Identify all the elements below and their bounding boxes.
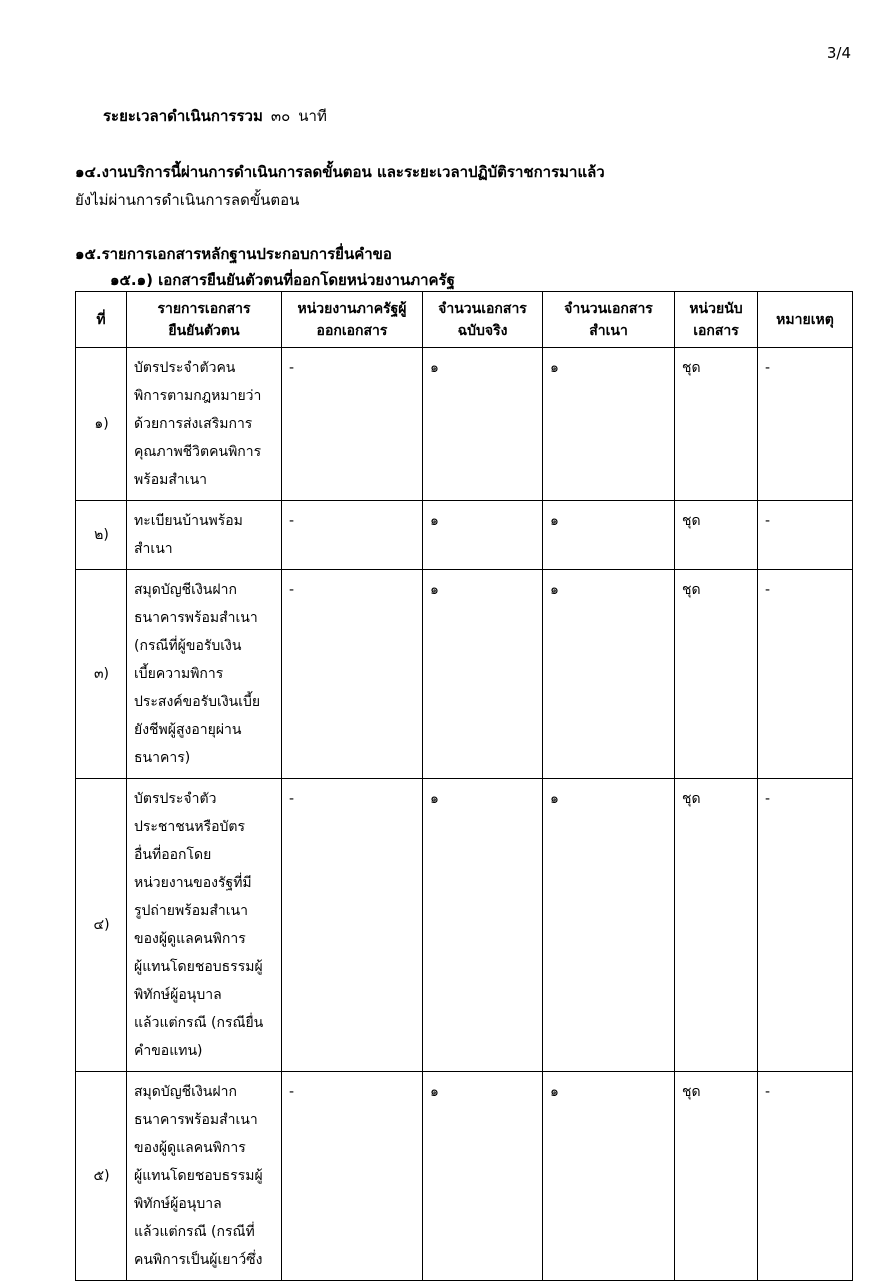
issuing-agency: - (282, 348, 423, 501)
row-number: ๔) (76, 779, 127, 1072)
note: - (758, 1072, 853, 1281)
total-duration (103, 104, 327, 128)
copy-count: ๑ (543, 1072, 675, 1281)
header-agency: หน่วยงานภาครัฐผู้ ออกเอกสาร (282, 292, 423, 348)
copy-count: ๑ (543, 501, 675, 570)
original-count: ๑ (423, 501, 543, 570)
document-unit: ชุด (675, 1072, 758, 1281)
row-number: ๑) (76, 348, 127, 501)
header-document: รายการเอกสาร ยืนยันตัวตน (127, 292, 282, 348)
header-no: ที่ (76, 292, 127, 348)
issuing-agency: - (282, 1072, 423, 1281)
table-row (76, 1072, 853, 1281)
document-name: ทะเบียนบ้านพร้อม สำเนา (127, 501, 282, 570)
header-copy-count: จำนวนเอกสาร สำเนา (543, 292, 675, 348)
copy-count: ๑ (543, 348, 675, 501)
document-unit: ชุด (675, 779, 758, 1072)
document-unit: ชุด (675, 348, 758, 501)
issuing-agency: - (282, 779, 423, 1072)
identity-documents-table (75, 291, 853, 1281)
duration-value: ๓๐ (270, 107, 291, 125)
original-count: ๑ (423, 348, 543, 501)
section-14-status: ยังไม่ผ่านการดำเนินการลดขั้นตอน (75, 191, 300, 209)
note: - (758, 570, 853, 779)
row-number: ๒) (76, 501, 127, 570)
document-unit: ชุด (675, 570, 758, 779)
document-unit: ชุด (675, 501, 758, 570)
table-row (76, 779, 853, 1072)
table-row (76, 501, 853, 570)
header-original-count: จำนวนเอกสาร ฉบับจริง (423, 292, 543, 348)
table-row (76, 570, 853, 779)
document-name: บัตรประจำตัว ประชาชนหรือบัตร อื่นที่ออกโดย หน่วยงานของรัฐที่มี รูปถ่ายพร้อมสำเนา ของผู้ดูแลคนพิการ ผู้แทนโดยชอบธรรมผู้ พิทักษ์ผู้อนุบาล แล้วแต่กรณี (กรณียื่น คำขอแทน) (127, 779, 282, 1072)
note: - (758, 779, 853, 1072)
duration-label: ระยะเวลาดำเนินการรวม (103, 107, 263, 125)
document-name: สมุดบัญชีเงินฝาก ธนาคารพร้อมสำเนา (กรณีที่ผู้ขอรับเงิน เบี้ยความพิการ ประสงค์ขอรับเงินเบี้ย ยังชีพผู้สูงอายุผ่าน ธนาคาร) (127, 570, 282, 779)
section-15-heading: ๑๕.รายการเอกสารหลักฐานประกอบการยื่นคำขอ (75, 245, 392, 263)
row-number: ๕) (76, 1072, 127, 1281)
document-name: สมุดบัญชีเงินฝาก ธนาคารพร้อมสำเนา ของผู้ดูแลคนพิการ ผู้แทนโดยชอบธรรมผู้ พิทักษ์ผู้อนุบาล แล้วแต่กรณี (กรณีที่ คนพิการเป็นผู้เยาว์ซึ่ง (127, 1072, 282, 1281)
section-15-1-subheading: ๑๕.๑) เอกสารยืนยันตัวตนที่ออกโดยหน่วยงานภาครัฐ (110, 271, 455, 289)
page-number: 3/4 (826, 44, 851, 62)
issuing-agency: - (282, 570, 423, 779)
original-count: ๑ (423, 779, 543, 1072)
header-note: หมายเหตุ (758, 292, 853, 348)
table-row (76, 348, 853, 501)
issuing-agency: - (282, 501, 423, 570)
original-count: ๑ (423, 570, 543, 779)
row-number: ๓) (76, 570, 127, 779)
note: - (758, 501, 853, 570)
note: - (758, 348, 853, 501)
original-count: ๑ (423, 1072, 543, 1281)
copy-count: ๑ (543, 779, 675, 1072)
copy-count: ๑ (543, 570, 675, 779)
table-header-row (76, 292, 853, 348)
document-name: บัตรประจำตัวคน พิการตามกฎหมายว่า ด้วยการส่งเสริมการ คุณภาพชีวิตคนพิการ พร้อมสำเนา (127, 348, 282, 501)
section-14-heading: ๑๔.งานบริการนี้ผ่านการดำเนินการลดขั้นตอน และระยะเวลาปฏิบัติราชการมาแล้ว (75, 163, 605, 181)
header-unit: หน่วยนับ เอกสาร (675, 292, 758, 348)
duration-unit: นาที (298, 107, 327, 125)
